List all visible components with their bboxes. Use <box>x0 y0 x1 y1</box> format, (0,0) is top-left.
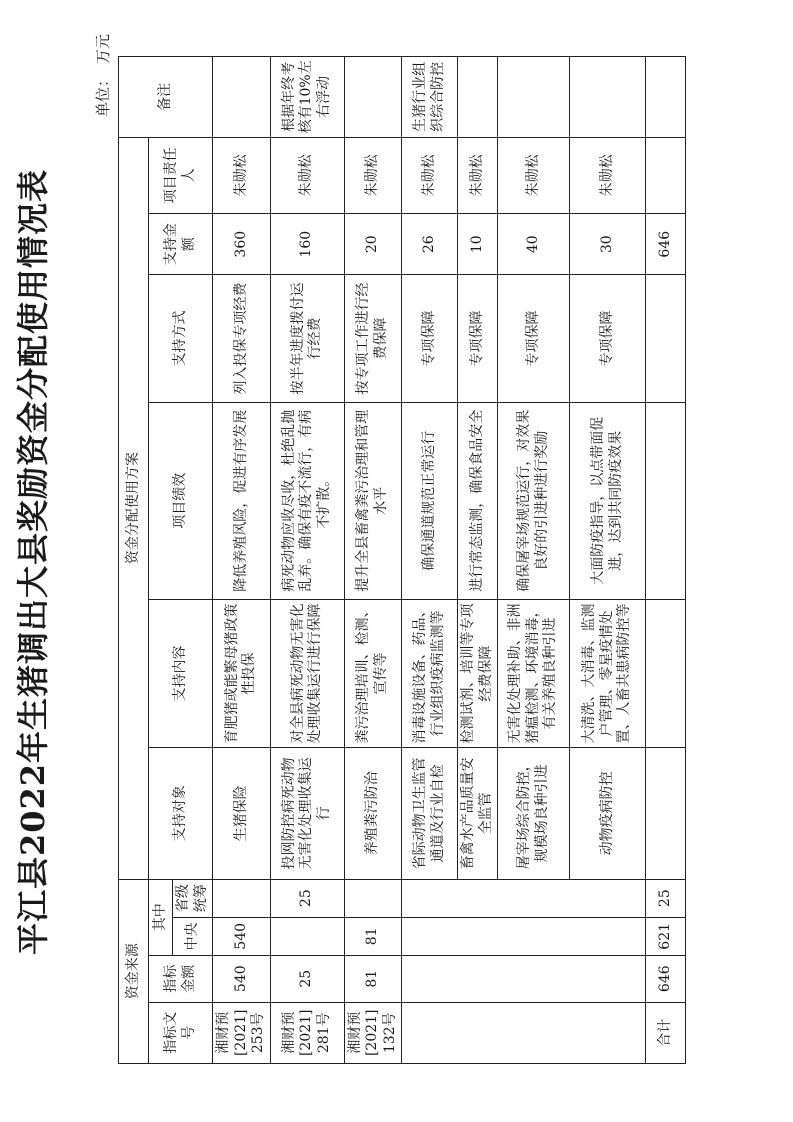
support-amount-cell: 20 <box>344 213 402 274</box>
target-cell: 投网防控病死动物无害化处理收集运行 <box>270 748 344 879</box>
method-cell: 列入投保专项经费 <box>213 275 271 402</box>
header-remark: 备注 <box>119 57 213 138</box>
method-cell: 按半年进度拨付运行经费 <box>270 275 344 402</box>
page-title: 平江县2022年生猪调出大县奖励资金分配使用情况表 <box>14 168 52 956</box>
totals-amount: 646 <box>646 955 686 1002</box>
amount-cell: 25 <box>270 955 344 1002</box>
performance-cell: 降低养殖风险，促进有序发展 <box>213 402 271 599</box>
totals-row <box>646 57 686 1064</box>
remark-cell <box>458 57 498 138</box>
performance-cell: 提升全县畜禽粪污治理和管理水平 <box>344 402 402 599</box>
responsible-cell: 朱勋松 <box>570 137 646 213</box>
amount-cell-empty <box>402 955 646 1002</box>
amount-cell: 540 <box>213 955 271 1002</box>
totals-performance-empty <box>646 402 686 599</box>
target-cell: 养殖粪污防治 <box>344 748 402 879</box>
provincial-cell <box>344 879 402 917</box>
totals-target-empty <box>646 748 686 879</box>
header-source-group: 资金来源 <box>119 879 149 1063</box>
header-of-which: 其中 <box>149 879 173 955</box>
method-cell: 专项保障 <box>402 275 458 402</box>
responsible-cell: 朱勋松 <box>344 137 402 213</box>
table-row <box>402 57 458 1064</box>
header-target: 支持对象 <box>149 748 213 879</box>
remark-cell <box>498 57 570 138</box>
header-amount: 指标金额 <box>149 955 213 1002</box>
unit-value: 万元 <box>94 33 112 64</box>
provincial-cell: 25 <box>270 879 344 917</box>
target-cell: 生猪保险 <box>213 748 271 879</box>
header-central: 中央 <box>173 917 213 955</box>
support-amount-cell: 10 <box>458 213 498 274</box>
doc-no-cell: 湘财预[2021]132号 <box>344 1002 402 1063</box>
header-method: 支持方式 <box>149 275 213 402</box>
content-cell: 大清洗、大消毒、监测户管理、零星疫情处置、人畜共患病防控等 <box>570 599 646 747</box>
amount-cell: 81 <box>344 955 402 1002</box>
responsible-cell: 朱勋松 <box>458 137 498 213</box>
table-row <box>270 57 344 1064</box>
content-cell: 消毒设施设备、药品、行业组织疫病监测等 <box>402 599 458 747</box>
content-cell: 对全县病死动物无害化处理收集运行进行保障 <box>270 599 344 747</box>
remark-cell <box>213 57 271 138</box>
target-cell: 屠宰场综合防控，规模场良种引进 <box>498 748 570 879</box>
responsible-cell: 朱勋松 <box>270 137 344 213</box>
totals-central: 621 <box>646 917 686 955</box>
target-cell: 省际动物卫生监管通道及行业自检 <box>402 748 458 879</box>
header-plan-group: 资金分配使用方案 <box>119 137 149 879</box>
header-doc-no: 指标文号 <box>149 1002 213 1063</box>
responsible-cell: 朱勋松 <box>498 137 570 213</box>
central-cell <box>270 917 344 955</box>
totals-method-empty <box>646 275 686 402</box>
method-cell: 专项保障 <box>498 275 570 402</box>
content-cell: 无害化处理补助、非洲猪瘟检测、环境消毒，有关养殖良种引进 <box>498 599 570 747</box>
unit-note <box>92 34 113 117</box>
table-row <box>213 57 271 1064</box>
totals-support-amount: 646 <box>646 213 686 274</box>
support-amount-cell: 30 <box>570 213 646 274</box>
method-cell: 专项保障 <box>570 275 646 402</box>
central-cell-empty <box>402 917 646 955</box>
totals-label: 合计 <box>646 1002 686 1063</box>
target-cell: 动物疫病防控 <box>570 748 646 879</box>
header-performance: 项目绩效 <box>149 402 213 599</box>
support-amount-cell: 26 <box>402 213 458 274</box>
support-amount-cell: 160 <box>270 213 344 274</box>
totals-remark-empty <box>646 57 686 138</box>
support-amount-cell: 40 <box>498 213 570 274</box>
method-cell: 专项保障 <box>458 275 498 402</box>
doc-no-cell-empty <box>402 1002 646 1063</box>
doc-no-cell: 湘财预[2021]253号 <box>213 1002 271 1063</box>
totals-content-empty <box>646 599 686 747</box>
totals-provincial: 25 <box>646 879 686 917</box>
central-cell: 81 <box>344 917 402 955</box>
method-cell: 按专项工作进行经费保障 <box>344 275 402 402</box>
header-provincial: 省级统筹 <box>173 879 213 917</box>
unit-label: 单位： <box>94 71 112 117</box>
allocation-table <box>118 56 686 1064</box>
content-cell: 粪污治理培训、检测、宣传等 <box>344 599 402 747</box>
central-cell: 540 <box>213 917 271 955</box>
header-support-amount: 支持金额 <box>149 213 213 274</box>
responsible-cell: 朱勋松 <box>402 137 458 213</box>
header-responsible: 项目责任人 <box>149 137 213 213</box>
performance-cell: 确保屠宰场规范运行，对效果良好的引进种进行奖励 <box>498 402 570 599</box>
responsible-cell: 朱勋松 <box>213 137 271 213</box>
remark-cell: 生猪行业组织综合防控 <box>402 57 458 138</box>
content-cell: 育肥猪或能繁母猪政策性投保 <box>213 599 271 747</box>
remark-cell: 根据年终考核有10%左右浮动 <box>270 57 344 138</box>
performance-cell: 病死动物应收尽收，杜绝乱抛乱弃。确保有疫不流行，有病不扩散。 <box>270 402 344 599</box>
performance-cell: 进行常态监测，确保食品安全 <box>458 402 498 599</box>
provincial-cell-empty <box>402 879 646 917</box>
doc-no-cell: 湘财预[2021]281号 <box>270 1002 344 1063</box>
content-cell: 检测试剂、培训等专项经费保障 <box>458 599 498 747</box>
header-content: 支持内容 <box>149 599 213 747</box>
table-row <box>344 57 402 1064</box>
totals-responsible-empty <box>646 137 686 213</box>
remark-cell <box>344 57 402 138</box>
support-amount-cell: 360 <box>213 213 271 274</box>
performance-cell: 大面防疫指导，以点带面促进，达到共同防疫效果 <box>570 402 646 599</box>
performance-cell: 确保通道规范正常运行 <box>402 402 458 599</box>
remark-cell <box>570 57 646 138</box>
provincial-cell <box>213 879 271 917</box>
target-cell: 畜禽水产品质量安全监管 <box>458 748 498 879</box>
